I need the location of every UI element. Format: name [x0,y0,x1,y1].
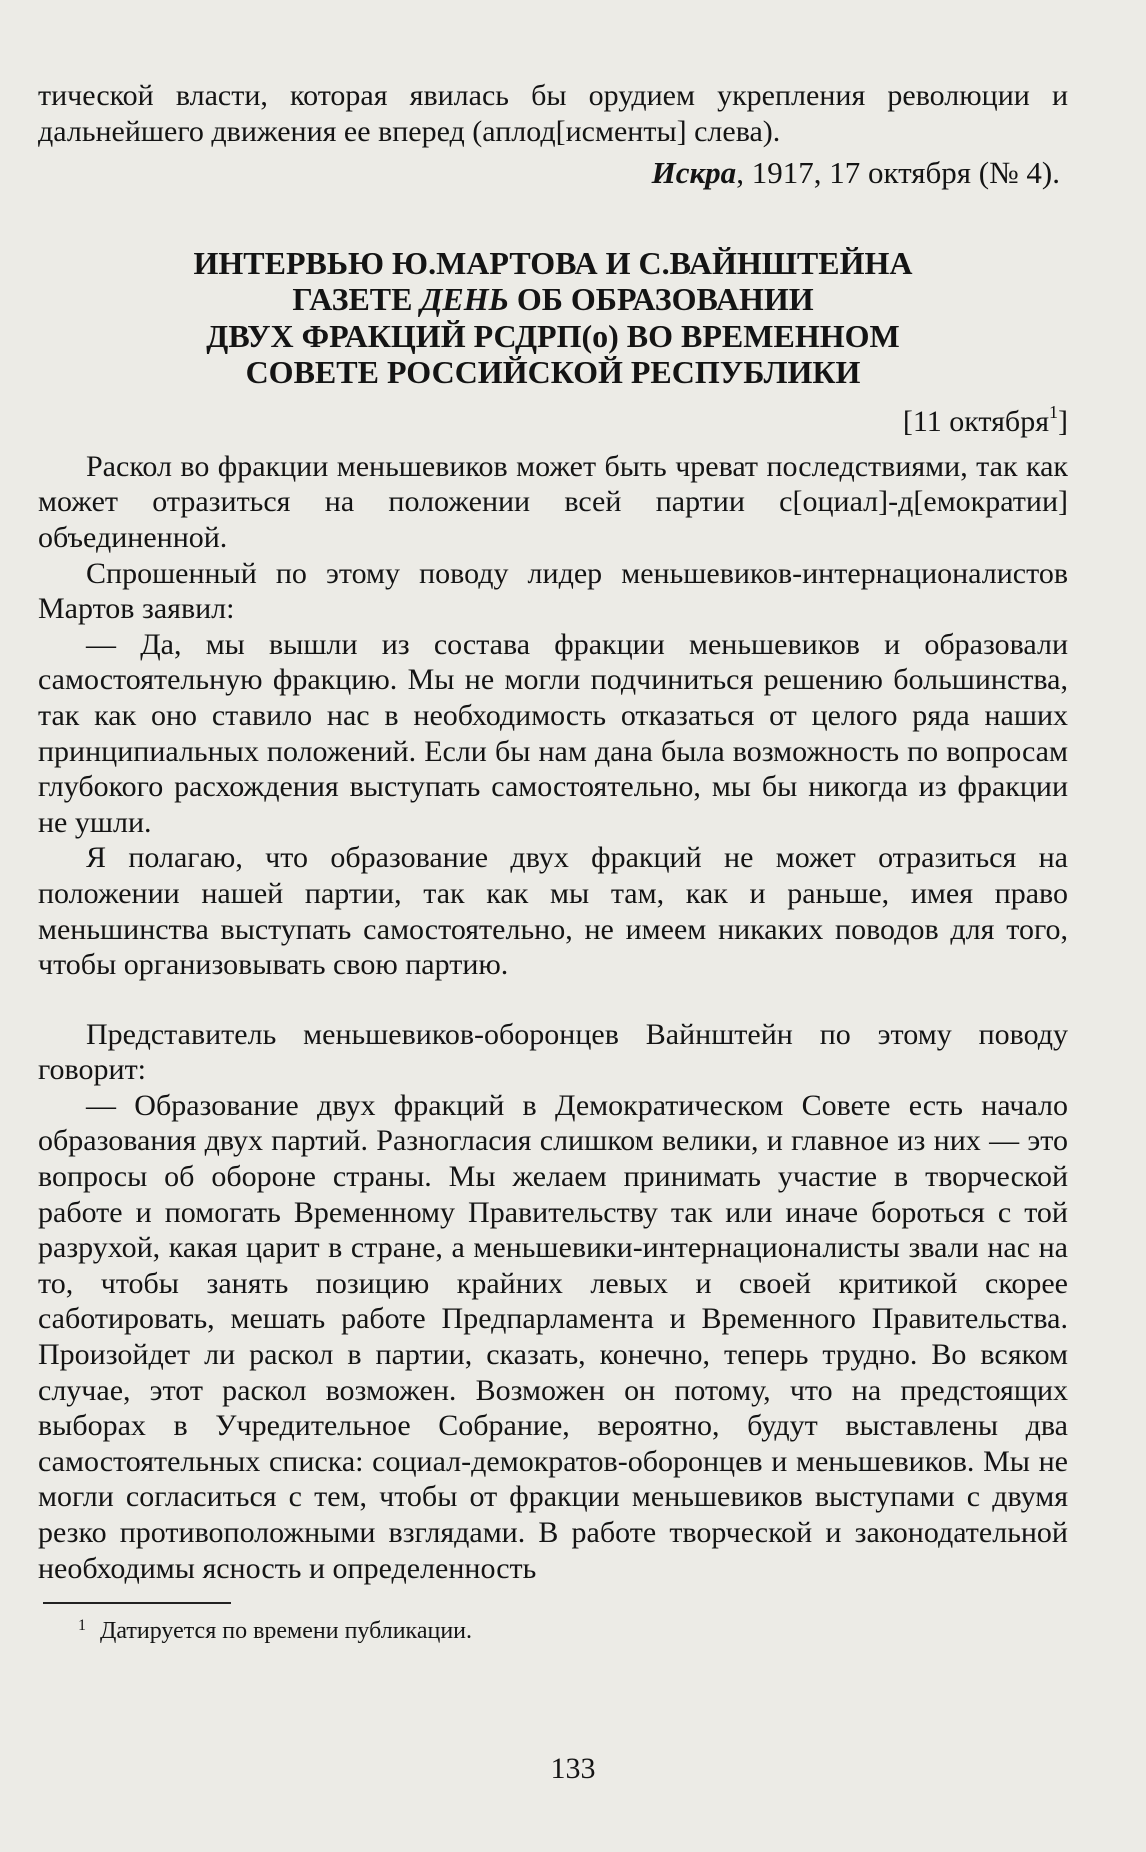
article-heading [38,245,1068,391]
date-line: [11 октября$^1$] [902,401,1068,438]
source-details: , 1917, 17 октября (№ 4). [736,155,1060,191]
heading-line-1: ИНТЕРВЬЮ Ю.МАРТОВА И С.ВАЙНШТЕЙНА [193,244,913,281]
heading-line-4: СОВЕТЕ РОССИЙСКОЙ РЕСПУБЛИКИ [245,354,861,391]
paragraph-1: Раскол во фракции меньшевиков может быть чреват последствиями, так как может отразиться на положении всей партии с[оциал]-д[емократии] объединенной. [38,449,1068,554]
page-number: 133 [550,1752,596,1785]
paragraph-2: Спрошенный по этому поводу лидер меньшевиков-интернационалистов Мартов заявил: [38,556,1068,626]
paragraph-3: — Да, мы вышли из состава фракции меньшевиков и образовали самостоятельную фракцию. Мы не могли подчиниться решению большинства, так как оно ставило нас в необходимость отказаться от целого ряда наших принципиальных положений. Если бы нам дана была возможность по вопросам глубокого расхождения выступать самостоятельно, мы бы никогда из фракции не ушли. [38,627,1068,839]
newspaper-name: ДЕНЬ [420,281,509,318]
footnote [38,1614,1068,1650]
paragraph-5: Представитель меньшевиков-оборонцев Вайнштейн по этому поводу говорит: [38,1017,1068,1087]
source-citation [38,155,1068,191]
source-name: Искра [651,155,737,191]
footnote-ref: 1 [1049,401,1058,422]
text-column [38,78,1068,1650]
paragraph-6: — Образование двух фракций в Демократическом Совете есть начало образования двух партий. Разногласия слишком велики, и главное из них — это вопросы об обороне страны. Мы желаем принимать участие в творческой работе и помогать Временному Правительству так или иначе бороться с той разрухой, какая царит в стране, а меньшевики-интернационалисты звали нас на то, чтобы занять позицию крайних левых и своей критикой скорее саботировать, мешать работе Предпарламента и Временного Правительства. Произойдет ли раскол в партии, сказать, конечно, теперь трудно. Во всяком случае, этот раскол возможен. Возможен он потому, что на предстоящих выборах в Учредительное Собрание, вероятно, будут выставлены два самостоятельных списка: социал-демократов-оборонцев и меньшевиков. Мы не могли согласиться с тем, чтобы от фракции меньшевиков выступами с двумя резко противоположными взглядами. В работе творческой и законодательной необходимы ясность и определенность [38,1088,1068,1585]
paragraph-4: Я полагаю, что образование двух фракций не может отразиться на положении нашей партии, так как мы там, как и раньше, имея право меньшинства выступать самостоятельно, не имеем никаких поводов для того, чтобы организовывать свою партию. [38,841,1068,982]
spacer [38,983,1068,1017]
footnote-divider [43,1602,231,1604]
footnote-text: Датируется по времени публикации. [100,1618,473,1645]
footnote-mark: 1 [78,1617,86,1635]
opening-paragraph: тической власти, которая явилась бы орудием укрепления революции и дальнейшего движения ее вперед (аплод[исменты] слева). [38,79,1068,148]
heading-line-3: ДВУХ ФРАКЦИЙ РСДРП(о) ВО ВРЕМЕННОМ [206,317,900,354]
heading-line-2: ГАЗЕТЕ ДЕНЬ ОБ ОБРАЗОВАНИИ [292,281,814,318]
